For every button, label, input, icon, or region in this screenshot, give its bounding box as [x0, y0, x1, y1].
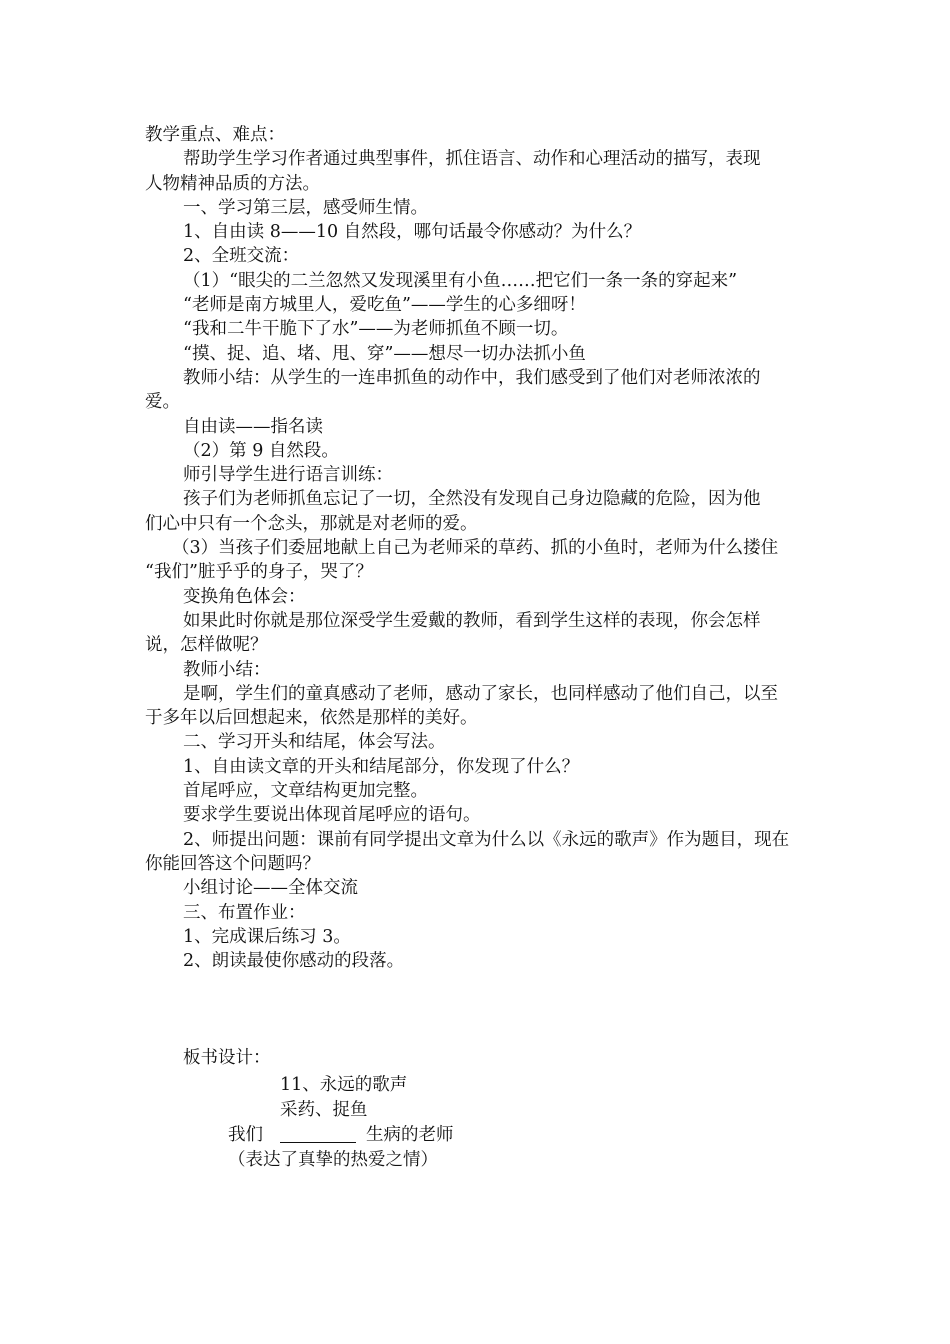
text-line: 小组讨论——全体交流 — [183, 878, 358, 899]
board-heading: 板书设计： — [183, 1048, 271, 1068]
text-line: 帮助学生学习作者通过典型事件，抓住语言、动作和心理活动的描写，表现 — [183, 149, 761, 170]
text-line: 2、朗读最使你感动的段落。 — [183, 951, 405, 972]
text-line: （2）第 9 自然段。 — [183, 440, 339, 461]
text-line: 爱。 — [145, 392, 180, 413]
text-line: 三、布置作业： — [183, 902, 306, 923]
text-line: 教师小结： — [183, 659, 271, 680]
text-line: 教师小结：从学生的一连串抓鱼的动作中，我们感受到了他们对老师浓浓的 — [183, 367, 761, 388]
text-line: 们心中只有一个念头，那就是对老师的爱。 — [145, 513, 478, 534]
text-line: 说，怎样做呢？ — [145, 635, 268, 656]
text-line: 1、完成课后练习 3。 — [183, 926, 351, 947]
board-title: 11、永远的歌声 — [280, 1075, 408, 1095]
text-line: 2、师提出问题：课前有同学提出文章为什么以《永远的歌声》作为题目，现在 — [183, 829, 790, 850]
text-line: 变换角色体会： — [183, 586, 306, 607]
board-actions: 采药、捉鱼 — [280, 1100, 368, 1120]
text-line: 1、自由读文章的开头和结尾部分，你发现了什么？ — [183, 756, 580, 777]
board-left-label: 我们 — [228, 1125, 263, 1145]
board-note: （表达了真挚的热爱之情） — [228, 1150, 438, 1170]
text-line: （1）“眼尖的二兰忽然又发现溪里有小鱼……把它们一条一条的穿起来” — [183, 270, 738, 291]
board-right-label: 生病的老师 — [366, 1125, 454, 1145]
text-line: 是啊，学生们的童真感动了老师，感动了家长，也同样感动了他们自己，以至 — [183, 683, 778, 704]
text-line: “我和二牛干脆下了水”——为老师抓鱼不顾一切。 — [183, 319, 569, 340]
text-line: 一、学习第三层，感受师生情。 — [183, 197, 428, 218]
text-line: 1、自由读 8——10 自然段，哪句话最令你感动？为什么？ — [183, 222, 642, 243]
text-line: 首尾呼应，文章结构更加完整。 — [183, 781, 428, 802]
board-connector-line — [280, 1142, 356, 1143]
text-line: 你能回答这个问题吗？ — [145, 853, 320, 874]
text-line: 于多年以后回想起来，依然是那样的美好。 — [145, 708, 478, 729]
text-line: 师引导学生进行语言训练： — [183, 465, 393, 486]
text-line: 如果此时你就是那位深受学生爱戴的教师，看到学生这样的表现，你会怎样 — [183, 610, 761, 631]
text-line: 人物精神品质的方法。 — [145, 173, 320, 194]
text-line: 教学重点、难点： — [145, 125, 285, 145]
text-line: 自由读——指名读 — [183, 416, 323, 437]
text-line: “老师是南方城里人，爱吃鱼”——学生的心多细呀！ — [183, 295, 586, 316]
text-line: 二、学习开头和结尾，体会写法。 — [183, 732, 446, 753]
text-line: 要求学生要说出体现首尾呼应的语句。 — [183, 805, 481, 826]
text-line: “我们”脏乎乎的身子，哭了？ — [145, 562, 373, 583]
text-line: 孩子们为老师抓鱼忘记了一切，全然没有发现自己身边隐藏的危险，因为他 — [183, 489, 761, 510]
text-line: 2、全班交流： — [183, 246, 300, 267]
text-line: （3）当孩子们委屈地献上自己为老师采的草药、抓的小鱼时，老师为什么搂住 — [172, 538, 779, 559]
text-line: “摸、捉、追、堵、甩、穿”——想尽一切办法抓小鱼 — [183, 343, 586, 364]
